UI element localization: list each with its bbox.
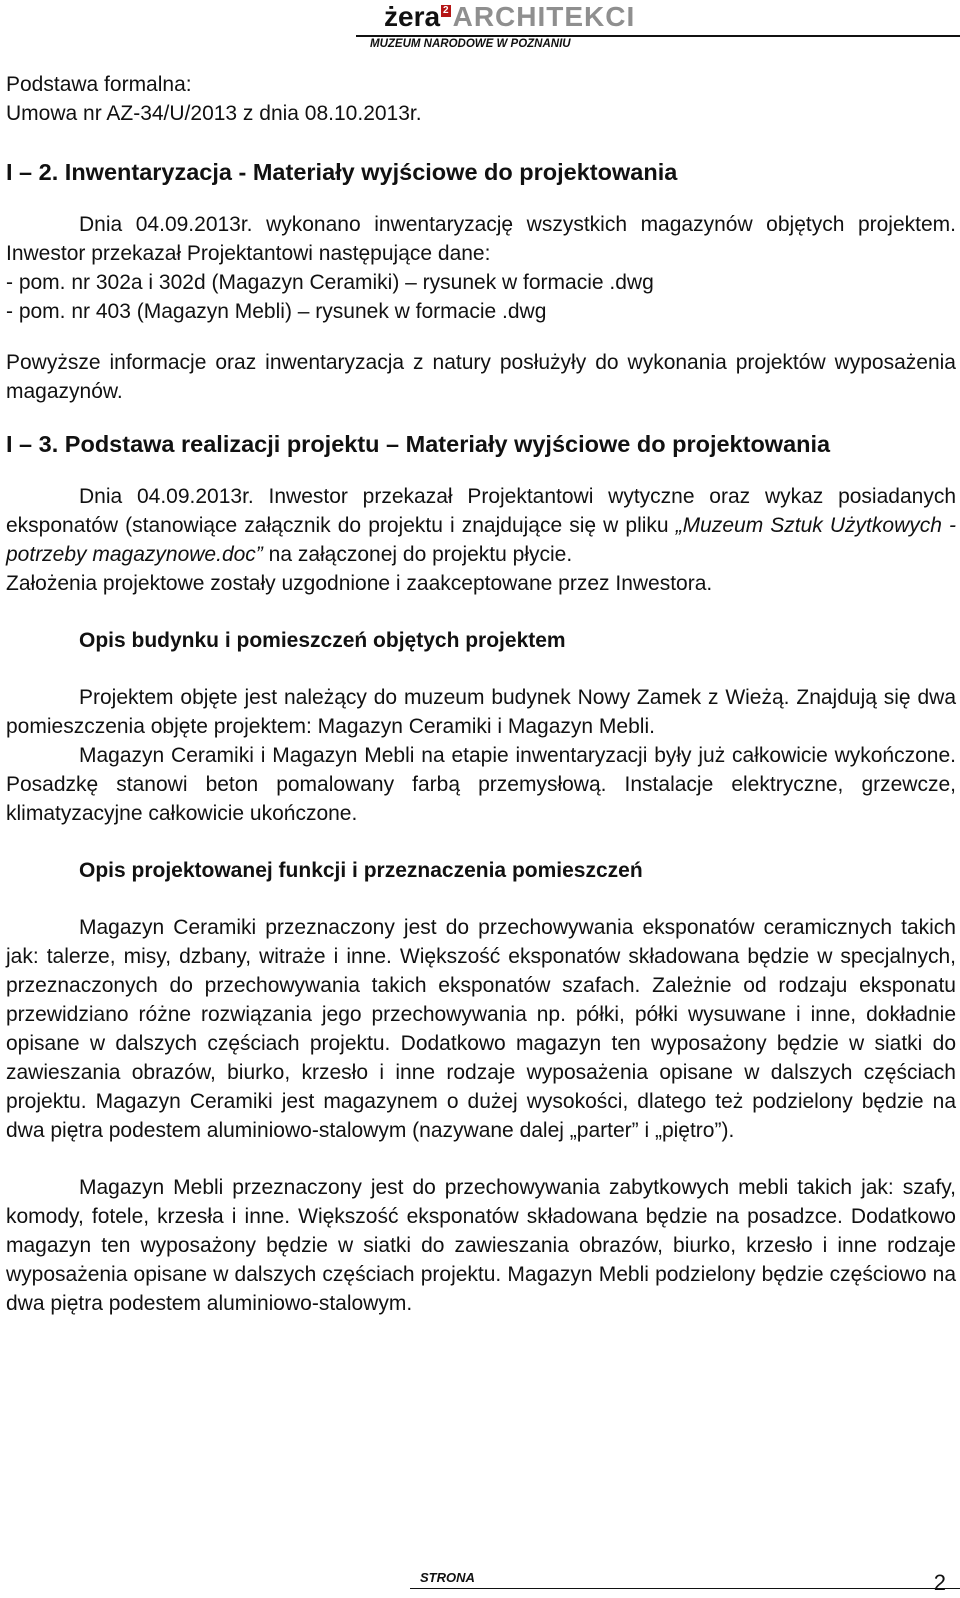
section-2-item-1: - pom. nr 302a i 302d (Magazyn Ceramiki) – rysunek w formacie .dwg	[6, 271, 654, 294]
building-paragraph-2: Magazyn Ceramiki i Magazyn Mebli na etapie inwentaryzacji były już całkowicie wykończone. Posadzkę stanowi beton pomalowany farbą przemysłową. Instalacje elektryczne, grzewcze, klimatyzacyjne całkowicie ukończone.	[6, 744, 956, 825]
intro-line-1: Podstawa formalna:	[6, 73, 192, 96]
section-3-paragraph-2: Założenia projektowe zostały uzgodnione i zaakceptowane przez Inwestora.	[6, 572, 713, 595]
page-header	[0, 0, 960, 52]
function-paragraph-1: Magazyn Ceramiki przeznaczony jest do przechowywania eksponatów ceramicznych takich jak: talerze, misy, dzbany, witraże i inne. Większość eksponatów składowana będzie w specjalnych, przeznaczonych do przechowywania takich eksponatów szafach. Zależnie od rodzaju eksponatu przewidziano różne rozwiązania jego przechowywania np. półki, półki wysuwane i inne, dokładnie opisane w dalszych częściach projektu. Dodatkowo magazyn ten wyposażony będzie w siatki do zawieszania obrazów, biurko, krzesło i inne rodzaje wyposażenia opisane w dalszych częściach projektu. Magazyn Ceramiki jest magazynem o dużej wysokości, dlatego też podzielony będzie na dwa piętra podestem aluminiowo-stalowym (nazywane dalej „parter” i „piętro”).	[6, 916, 956, 1142]
function-section-title: Opis projektowanej funkcji i przeznaczenia pomieszczeń	[79, 859, 643, 882]
page-number: 2	[933, 1570, 946, 1595]
logo-superscript: 2	[443, 5, 449, 16]
building-section-title: Opis budynku i pomieszczeń objętych projektem	[79, 629, 566, 652]
section-2-paragraph-2: Powyższe informacje oraz inwentaryzacja z natury posłużyły do wykonania projektów wyposażenia magazynów.	[6, 351, 956, 403]
header-subtitle: MUZEUM NARODOWE W POZNANIU	[370, 38, 571, 50]
section-3-paragraph-1: Dnia 04.09.2013r. Inwestor przekazał Projektantowi wytyczne oraz wykaz posiadanych eksponatów (stanowiące załącznik do projektu i znajdujące się w pliku „Muzeum Sztuk Użytkowych - potrzeby magazynowe.doc” na załączonej do projektu płycie.	[6, 485, 956, 566]
attachment-filename: „Muzeum Sztuk Użytkowych - potrzeby magazynowe.doc”	[6, 514, 956, 566]
document-body	[6, 70, 956, 1318]
section-2-title: I – 2. Inwentaryzacja - Materiały wyjściowe do projektowania	[6, 159, 678, 185]
section-2-paragraph-1: Dnia 04.09.2013r. wykonano inwentaryzację wszystkich magazynów objętych projektem. Inwestor przekazał Projektantowi następujące dane:	[6, 213, 956, 265]
intro-line-2: Umowa nr AZ-34/U/2013 z dnia 08.10.2013r.	[6, 102, 422, 125]
header-rule	[356, 35, 960, 37]
function-paragraph-2: Magazyn Mebli przeznaczony jest do przechowywania zabytkowych mebli takich jak: szafy, komody, fotele, krzesła i inne. Większość eksponatów składowana będzie na posadzce. Dodatkowo magazyn ten wyposażony będzie w siatki do zawieszania obrazów, biurko, krzesło i inne rodzaje wyposażenia opisane w dalszych częściach projektu. Magazyn Mebli podzielony będzie częściowo na dwa piętra podestem aluminiowo-stalowym.	[6, 1176, 956, 1315]
logo-accent: ARCHITEKCI	[452, 1, 636, 32]
logo-main: żera	[384, 1, 441, 32]
section-3-title: I – 3. Podstawa realizacji projektu – Materiały wyjściowe do projektowania	[6, 431, 831, 457]
footer-label: STRONA	[420, 1570, 475, 1585]
company-logo	[384, 2, 635, 32]
footer-rule	[410, 1588, 960, 1589]
building-paragraph-1: Projektem objęte jest należący do muzeum budynek Nowy Zamek z Wieżą. Znajdują się dwa pomieszczenia objęte projektem: Magazyn Ceramiki i Magazyn Mebli.	[6, 686, 956, 738]
section-2-item-2: - pom. nr 403 (Magazyn Mebli) – rysunek w formacie .dwg	[6, 300, 547, 323]
